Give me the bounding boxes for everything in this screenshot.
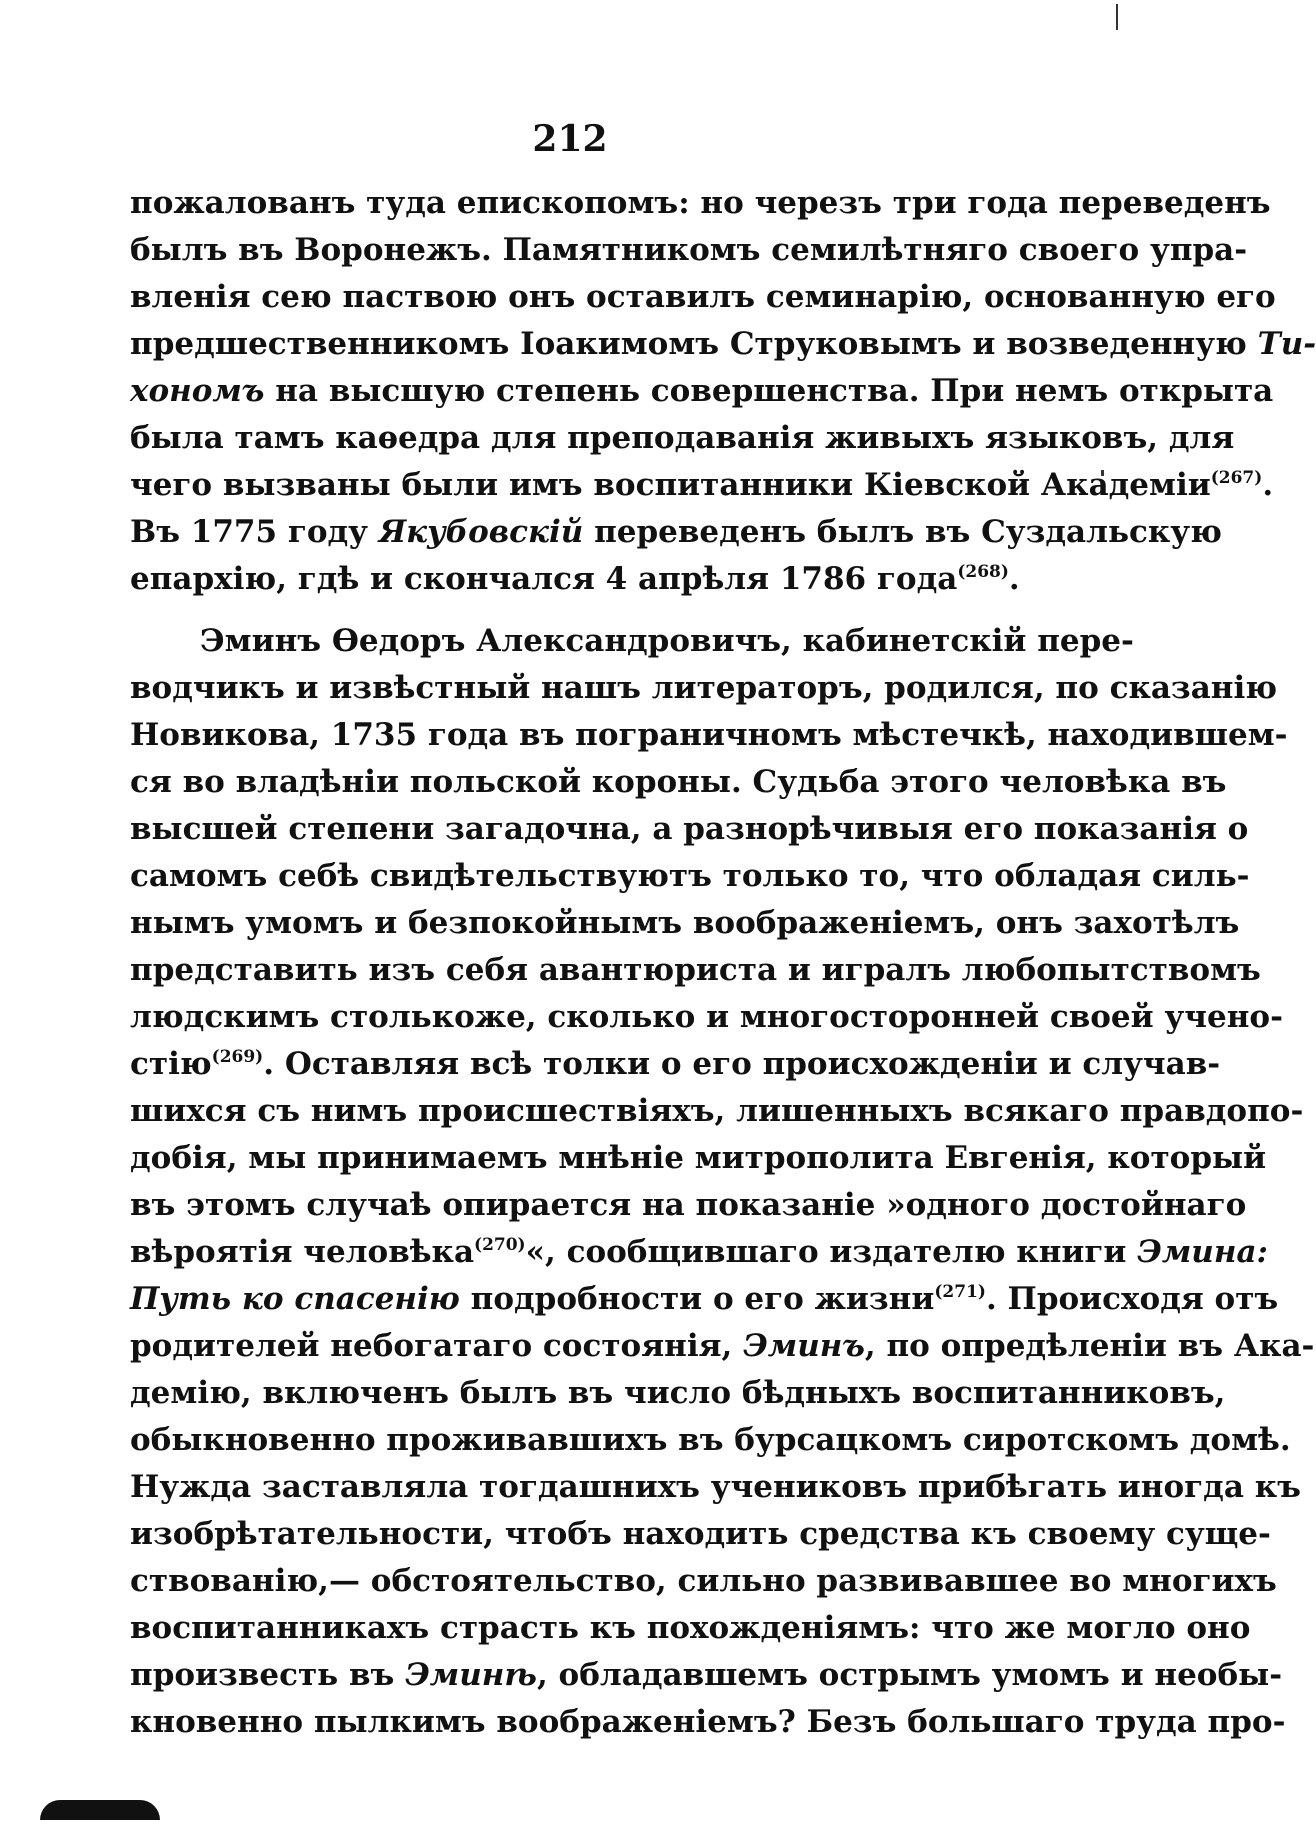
text-line: предшественникомъ Іоакимомъ Струковымъ и возведенную Ти- [130, 326, 1316, 362]
text-line: произвесть въ Эминѣ, обладавшемъ острымъ умомъ и необы- [130, 1657, 1283, 1693]
text-line: Новикова, 1735 года въ пограничномъ мѣстечкѣ, находившем- [130, 717, 1288, 753]
text-line: Въ 1775 году Якубовскій переведенъ былъ въ Суздальскую [130, 514, 1222, 550]
scan-corner-mark [40, 1800, 160, 1820]
text-line: стію$^{(269)}$. Оставляя всѣ толки о его происхожденіи и случав- [130, 1046, 1221, 1082]
text-line: кновенно пылкимъ воображеніемъ? Безъ большаго труда про- [130, 1704, 1286, 1740]
text-line: добія, мы принимаемъ мнѣніе митрополита Евгенія, который [130, 1140, 1267, 1176]
footnote-ref: (267) [1210, 468, 1263, 488]
text-line: вленія сею паствою онъ оставилъ семинарію, основанную его [130, 279, 1276, 315]
text-line: воспитанникахъ страсть къ похожденіямъ: что же могло оно [130, 1610, 1251, 1646]
text-line: высшей степени загадочна, а разнорѣчивыя его показанія о [130, 811, 1249, 847]
footnote-ref: (271) [934, 1282, 986, 1302]
text-line: Нужда заставляла тогдашнихъ учениковъ прибѣгать иногда къ [130, 1469, 1301, 1505]
paragraph-2 [130, 618, 1315, 1746]
text-line: демію, включенъ былъ въ число бѣдныхъ воспитанниковъ, [130, 1375, 1226, 1411]
text-line: шихся съ нимъ происшествіяхъ, лишенныхъ всякаго правдопо- [130, 1093, 1304, 1129]
text-line: въ этомъ случаѣ опирается на показаніе »одного достойнаго [130, 1187, 1247, 1223]
text-line: родителей небогатаго состоянія, Эминъ, по опредѣленіи въ Ака- [130, 1328, 1315, 1364]
page-number: 212 [532, 118, 608, 160]
footnote-ref: (270) [474, 1235, 526, 1255]
footnote-ref: (268) [957, 562, 1009, 582]
text-line: обыкновенно проживавшихъ въ бурсацкомъ сиротскомъ домѣ. [130, 1422, 1291, 1458]
text-line: представить изъ себя авантюриста и игралъ любопытствомъ [130, 952, 1261, 988]
text-line: пожалованъ туда епископомъ: но черезъ три года переведенъ [130, 185, 1271, 221]
text-line: была тамъ каѳедра для преподаванія живыхъ языковъ, для [130, 420, 1235, 456]
text-line: Эминъ Ѳедоръ Александровичъ, кабинетскій пере- [200, 623, 1134, 659]
text-line: водчикъ и извѣстный нашъ литераторъ, родился, по сказанію [130, 670, 1278, 706]
text-line: чего вызваны были имъ воспитанники Кіевской Академіи$^{(267)}$. [130, 467, 1274, 503]
text-line: самомъ себѣ свидѣтельствуютъ только то, что обладая силь- [130, 858, 1250, 894]
footnote-ref: (269) [211, 1047, 264, 1067]
text-line: хономъ на высшую степень совершенства. При немъ открыта [130, 373, 1274, 409]
text-line: людскимъ столькоже, сколько и многосторонней своей учено- [130, 999, 1283, 1035]
text-line: былъ въ Воронежъ. Памятникомъ семилѣтняго своего упра- [130, 232, 1248, 268]
text-line: нымъ умомъ и безпокойнымъ воображеніемъ, онъ захотѣлъ [130, 905, 1240, 941]
paragraph-1 [130, 180, 1316, 603]
scan-edge-mark [1116, 4, 1118, 30]
text-line: ствованію,— обстоятельство, сильно развивавшее во многихъ [130, 1563, 1277, 1599]
text-line: изобрѣтательности, чтобъ находить средства къ своему суще- [130, 1516, 1271, 1552]
text-line: Путь ко спасенію подробности о его жизни$^{(271)}$. Происходя отъ [130, 1281, 1279, 1317]
text-line: ся во владѣніи польской короны. Судьба этого человѣка въ [130, 764, 1227, 800]
text-line: вѣроятія человѣка$^{(270)}$«, сообщившаго издателю книги Эмина: [130, 1234, 1268, 1270]
text-line: епархію, гдѣ и скончался 4 апрѣля 1786 года$^{(268)}$. [130, 561, 1020, 597]
